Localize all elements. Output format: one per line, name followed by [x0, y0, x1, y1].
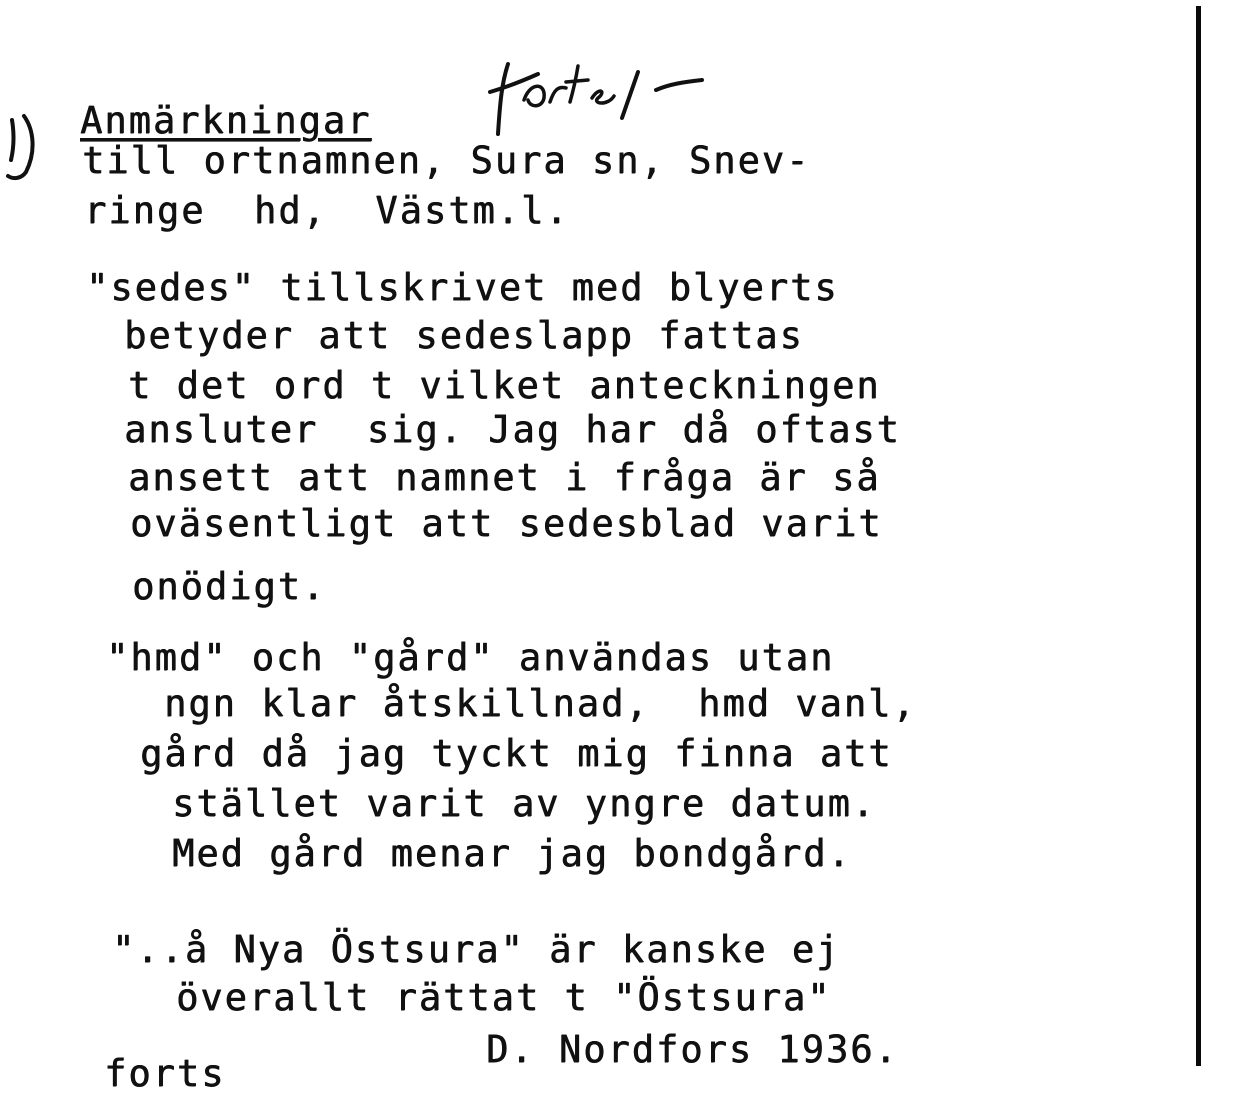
paragraph2-line-2: ngn klar åtskillnad, hmd vanl, [164, 682, 917, 725]
paragraph1-line-7: onödigt. [132, 565, 327, 608]
paragraph1-line-3: t det ord t vilket anteckningen [128, 364, 881, 407]
footer-forts: forts [104, 1052, 226, 1095]
paragraph2-line-1: "hmd" och "gård" användas utan [106, 636, 835, 679]
paragraph1-line-6: oväsentligt att sedesblad varit [130, 502, 883, 545]
paragraph1-line-2: betyder att sedeslapp fattas [124, 314, 804, 357]
title-line-2: ringe hd, Västm.l. [84, 189, 570, 232]
paragraph3-line-2: överallt rättat t "Östsura" [176, 976, 832, 1019]
paragraph3-line-1: "..å Nya Östsura" är kanske ej [112, 928, 841, 971]
paragraph1-line-1: "sedes" tillskrivet med blyerts [86, 266, 839, 309]
heading-anmarkningar: Anmärkningar [80, 99, 372, 142]
handwritten-note-forts [480, 52, 720, 142]
paragraph1-line-4: ansluter sig. Jag har då oftast [124, 408, 901, 451]
card-edge-line [1196, 6, 1201, 1066]
signature-nordfors: D. Nordfors 1936. [486, 1028, 899, 1071]
paragraph1-line-5: ansett att namnet i fråga är så [128, 456, 881, 499]
title-line-1: till ortnamnen, Sura sn, Snev- [82, 139, 811, 182]
margin-number-mark [2, 112, 46, 182]
paragraph2-line-4: stället varit av yngre datum. [172, 782, 877, 825]
paragraph2-line-5: Med gård menar jag bondgård. [172, 832, 852, 875]
paragraph2-line-3: gård då jag tyckt mig finna att [140, 732, 893, 775]
